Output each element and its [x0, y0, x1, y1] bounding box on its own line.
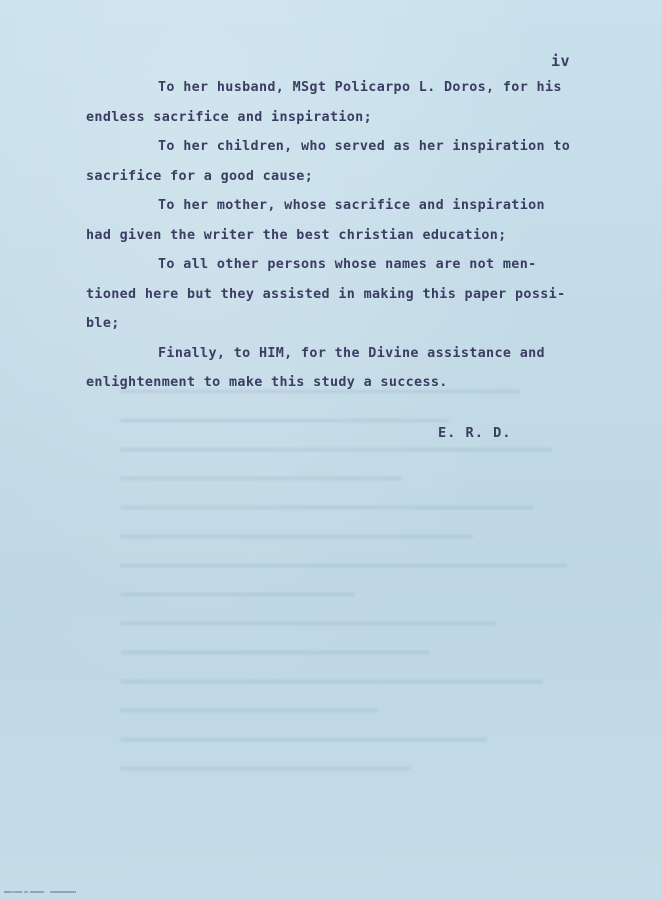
- show-through-text: [120, 390, 590, 850]
- text-line: ble;: [86, 316, 120, 331]
- page-number: iv: [550, 52, 570, 70]
- text-line: To all other persons whose names are not men-: [158, 257, 537, 272]
- acknowledgment-text: [86, 73, 591, 398]
- text-line: To her children, who served as her inspiration to: [158, 139, 571, 154]
- text-line: endless sacrifice and inspiration;: [86, 109, 373, 125]
- text-line: tioned here but they assisted in making this paper possi-: [86, 286, 566, 302]
- text-line: enlightenment to make this study a success.: [86, 375, 448, 390]
- text-line: Finally, to HIM, for the Divine assistance and: [158, 345, 545, 361]
- text-line: To her mother, whose sacrifice and inspiration: [158, 198, 545, 213]
- text-line: sacrifice for a good cause;: [86, 168, 314, 184]
- scan-footer-code: QRDOC0000-25-0000000 · 0000000000000: [4, 890, 77, 894]
- text-line: To her husband, MSgt Policarpo L. Doros, for his: [158, 80, 562, 95]
- author-initials: E. R. D.: [438, 425, 512, 441]
- text-line: had given the writer the best christian education;: [86, 227, 507, 243]
